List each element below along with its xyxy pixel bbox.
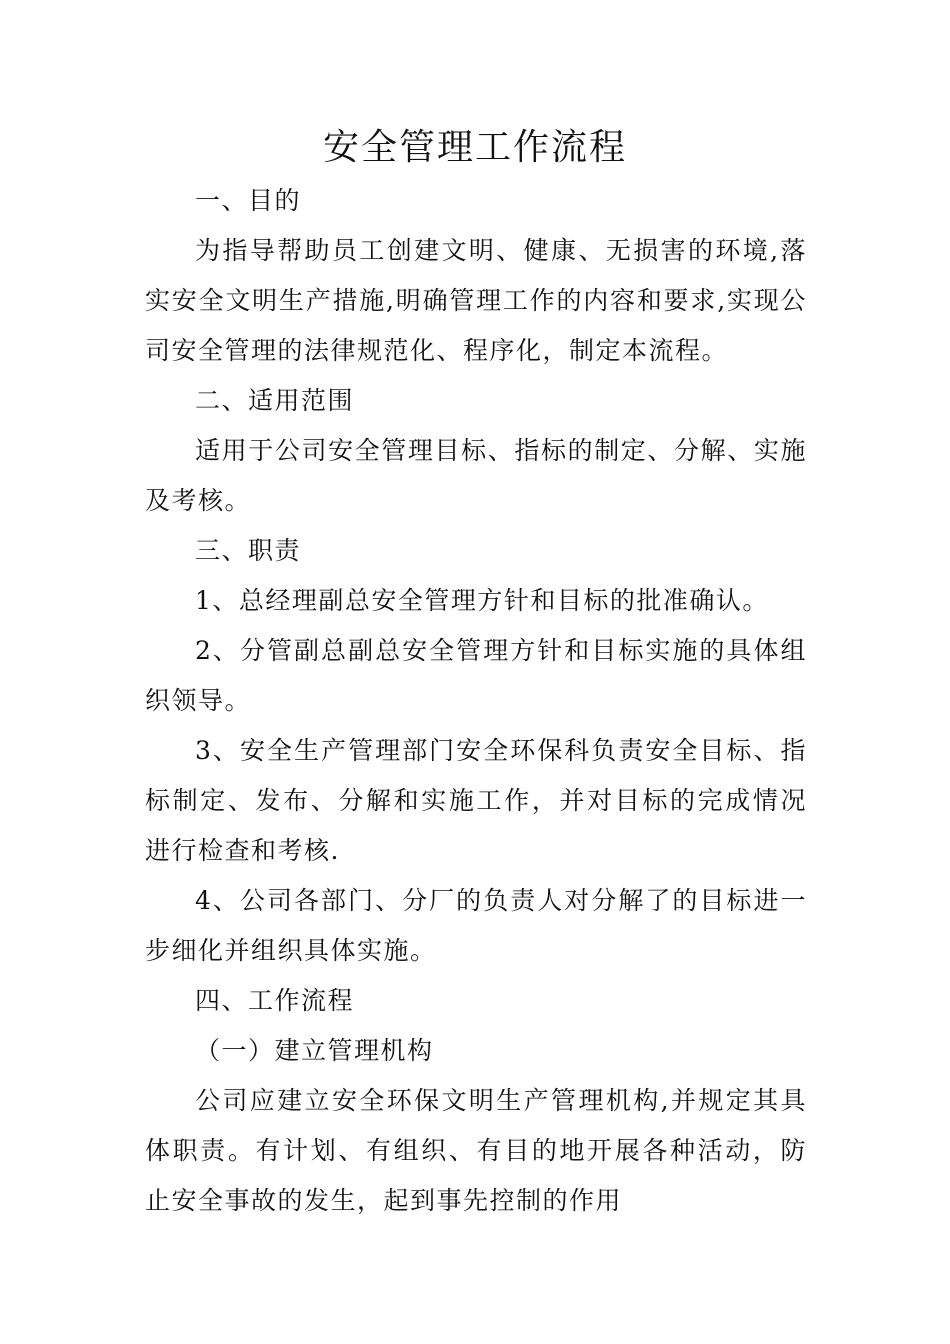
responsibility-item-1: 1、总经理副总安全管理方针和目标的批准确认。 xyxy=(195,586,769,615)
responsibility-item-4: 4、公司各部门、分厂的负责人对分解了的目标进一步细化并组织具体实施。 xyxy=(145,886,807,965)
paragraph-scope: 适用于公司安全管理目标、指标的制定、分解、实施及考核。 xyxy=(145,436,807,515)
subsection-heading-organization: （一）建立管理机构 xyxy=(195,1036,434,1065)
section-heading-responsibilities: 三、职责 xyxy=(195,536,302,565)
document-body xyxy=(145,176,807,1226)
paragraph-purpose: 为指导帮助员工创建文明、健康、无损害的环境,落实安全文明生产措施,明确管理工作的内容和要求,实现公司安全管理的法律规范化、程序化，制定本流程。 xyxy=(145,236,807,365)
section-heading-scope: 二、适用范围 xyxy=(195,386,355,415)
paragraph-organization: 公司应建立安全环保文明生产管理机构,并规定其具体职责。有计划、有组织、有目的地开展各种活动，防止安全事故的发生，起到事先控制的作用 xyxy=(145,1086,807,1215)
responsibility-item-3: 3、安全生产管理部门安全环保科负责安全目标、指标制定、发布、分解和实施工作，并对目标的完成情况进行检查和考核. xyxy=(145,736,807,865)
document-title: 安全管理工作流程 xyxy=(322,127,627,168)
responsibility-item-2: 2、分管副总副总安全管理方针和目标实施的具体组织领导。 xyxy=(145,636,807,715)
section-heading-workflow: 四、工作流程 xyxy=(195,986,355,1015)
section-heading-purpose: 一、目的 xyxy=(195,186,302,215)
